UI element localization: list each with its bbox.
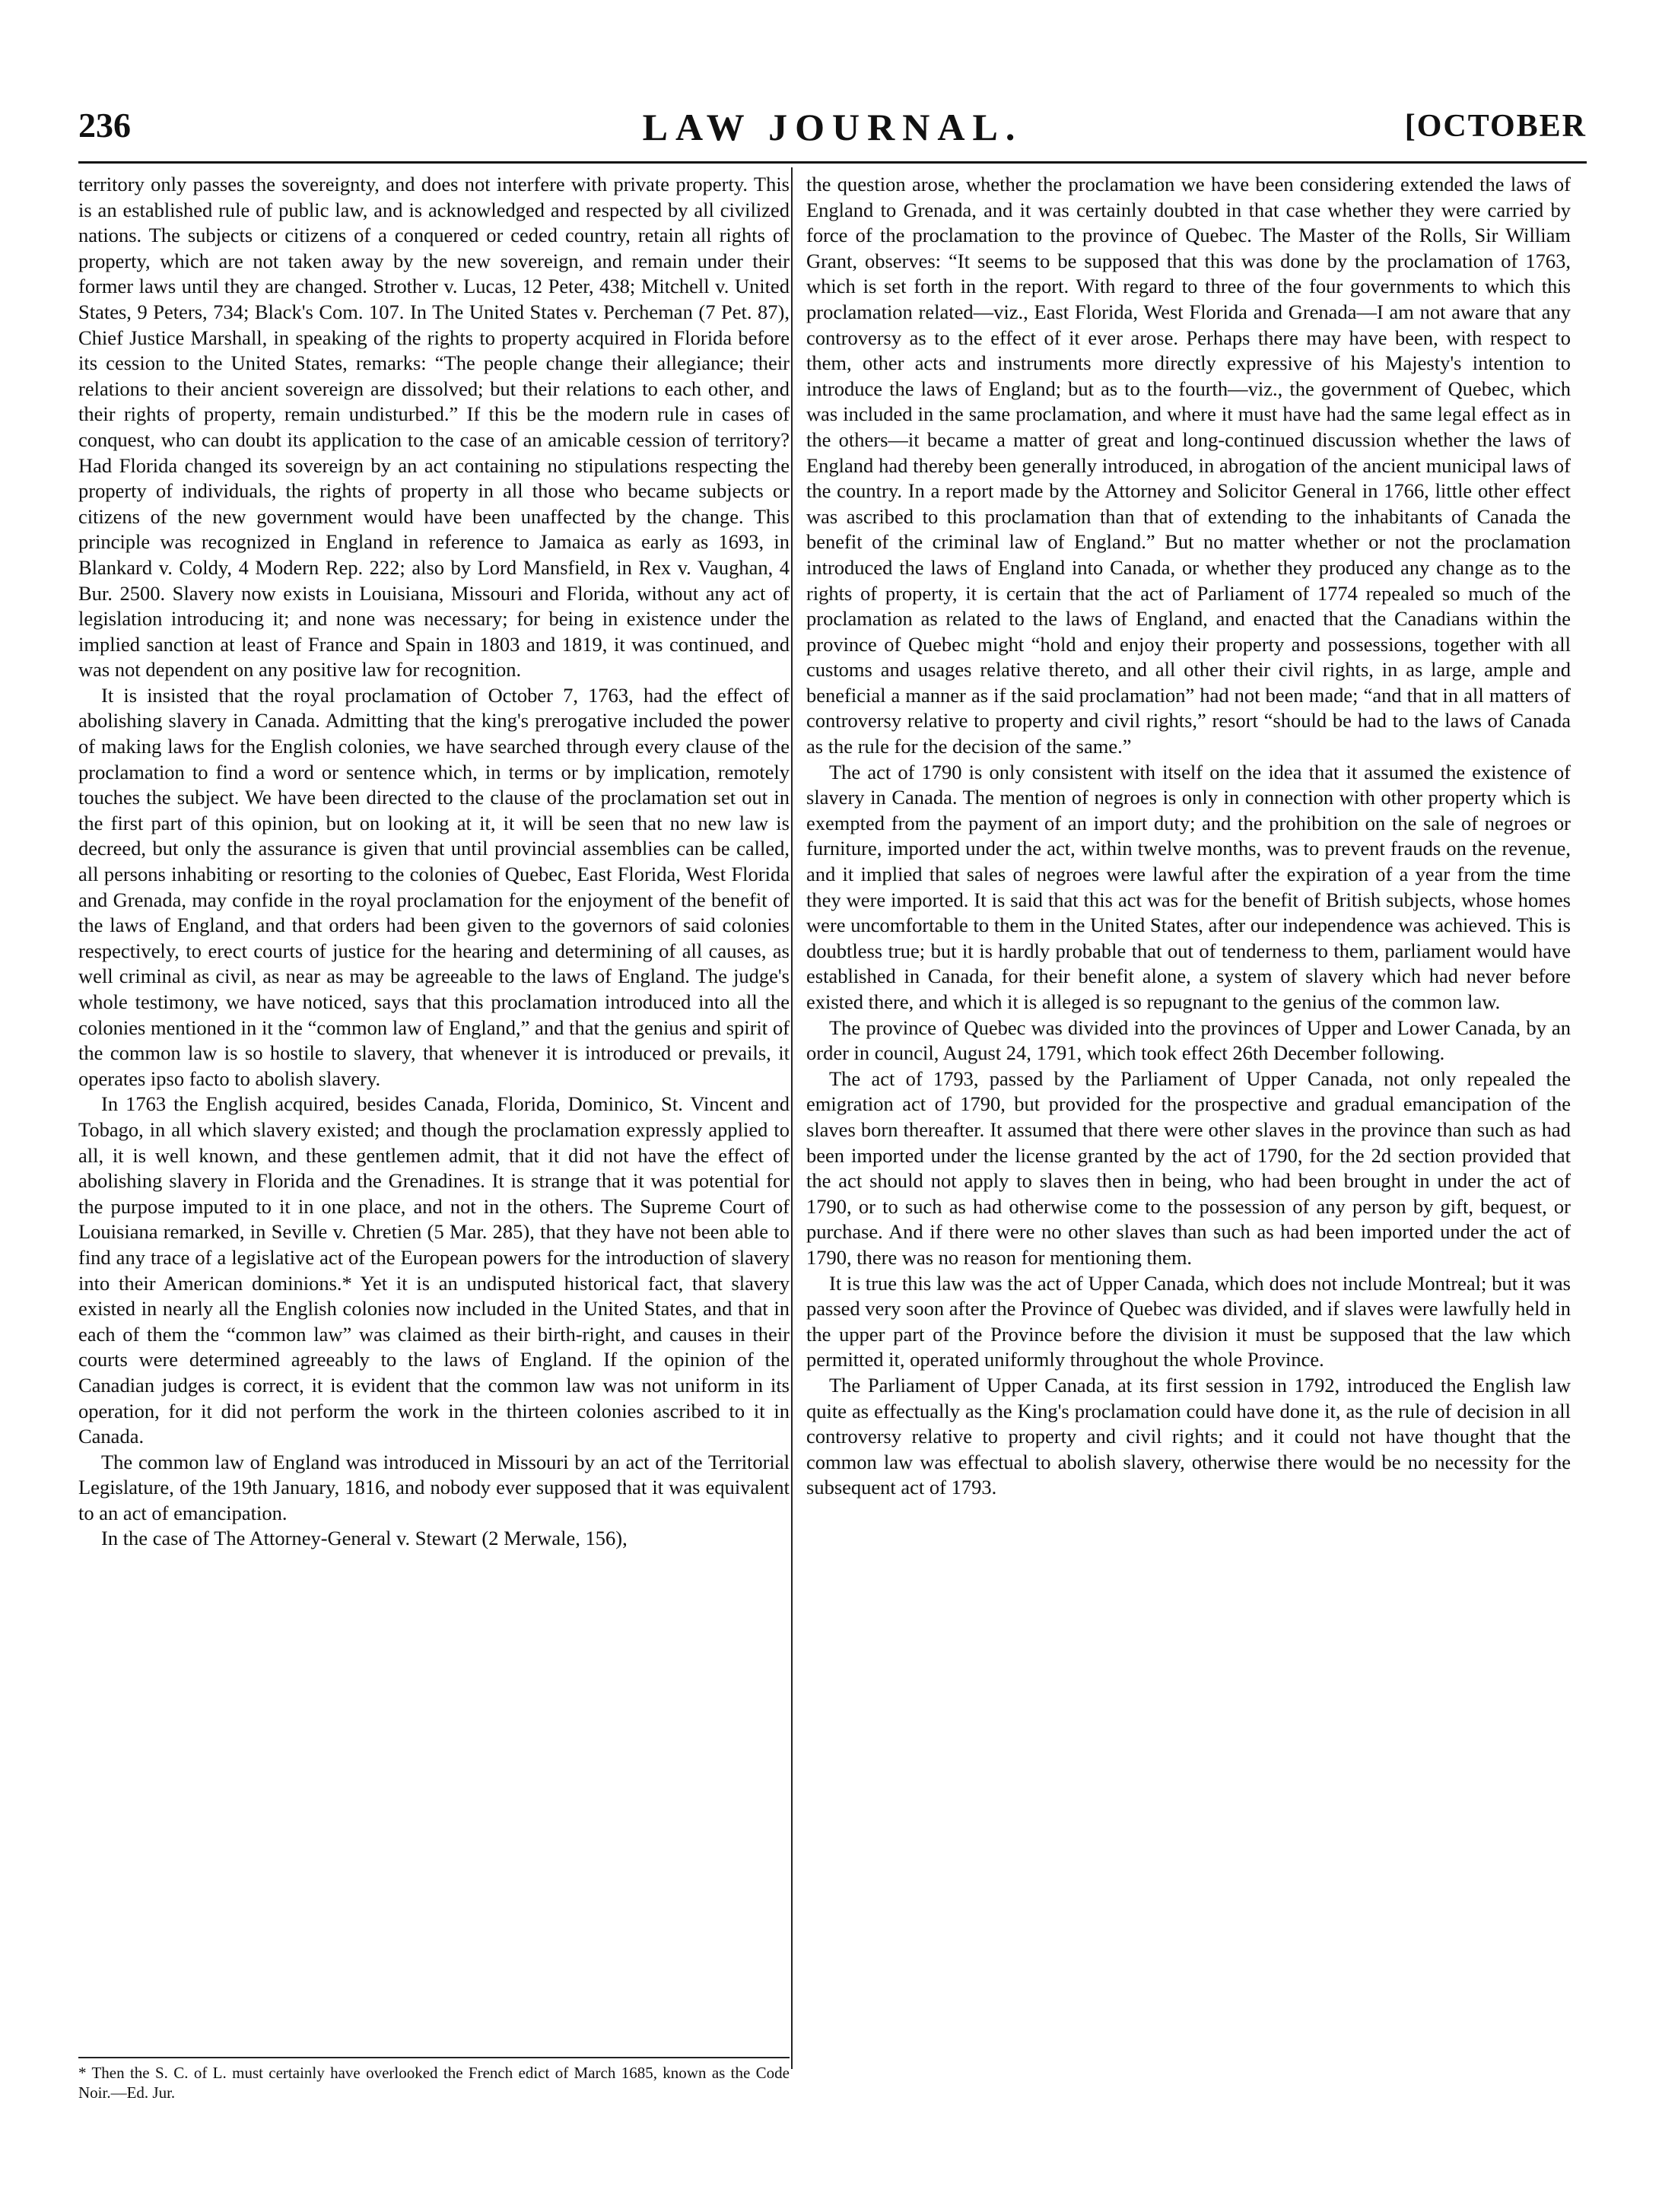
journal-title: LAW JOURNAL.: [642, 106, 1023, 148]
header-rule: [78, 161, 1587, 164]
page-header: [78, 105, 1587, 151]
paragraph: In 1763 the English acquired, besides Canada, Florida, Dominico, St. Vincent and Tobago, in all which slavery existed; and though the proclamation expressly applied to all, it is well known, and these gentlemen admit, that it did not have the effect of abolishing slavery in Florida and the Grenadines. It is strange that it was potential for the purpose imputed to it in one place, and not in the others. The Supreme Court of Louisiana remarked, in Seville v. Chretien (5 Mar. 285), that they have not been able to find any trace of a legislative act of the European powers for the introduction of slavery into their American dominions.* Yet it is an undisputed historical fact, that slavery existed in nearly all the English colonies now included in the United States, and that in each of them the “common law” was claimed as their birth-right, and causes in their courts were determined agreeably to the laws of England. If the opinion of the Canadian judges is correct, it is evident that the common law was not uniform in its operation, for it did not perform the work in the thirteen colonies ascribed to it in Canada.: [78, 1092, 790, 1448]
paragraph: It is true this law was the act of Upper Canada, which does not include Montreal; but it was passed very soon after the Province of Quebec was divided, and if slaves were lawfully held in the upper part of the Province before the division it must be supposed that the law which permitted it, operated uniformly throughout the whole Province.: [806, 1271, 1571, 1371]
page-number: 236: [78, 106, 131, 145]
paragraph: the question arose, whether the proclamation we have been considering extended the laws of England to Grenada, and it was certainly doubted in that case whether they were carried by force of the proclamation to the province of Quebec. The Master of the Rolls, Sir William Grant, observes: “It seems to be supposed that this was done by the proclamation of 1763, which is set forth in the report. With regard to three of the four governments to which this proclamation related—viz., East Florida, West Florida and Grenada—I am not aware that any controversy as to the effect of it ever arose. Perhaps there may have been, with respect to them, other acts and instruments more directly expressive of his Majesty's intention to introduce the laws of England; but as to the fourth—viz., the government of Quebec, which was included in the same proclamation, and where it must have had the same legal effect as in the others—it became a matter of great and long-continued discussion whether the laws of England had thereby been generally introduced, in abrogation of the ancient municipal laws of the country. In a report made by the Attorney and Solicitor General in 1766, little other effect was ascribed to this proclamation than that of extending to the inhabitants of Canada the benefit of the criminal law of England.” But no matter whether or not the proclamation introduced the laws of England into Canada, or whether they produced any change as to the rights of property, it is certain that the act of Parliament of 1774 repealed so much of the proclamation as related to the laws of England, and enacted that the Canadians within the province of Quebec might “hold and enjoy their property and possessions, together with all customs and usages relative thereto, and all other their civil rights, in as large, ample and beneficial a manner as if the said proclamation” had not been made; “and that in all matters of controversy relative to property and civil rights,” resort “should be had to the laws of Canada as the rule for the decision of the same.”: [806, 173, 1571, 758]
footnote-rule: [78, 2057, 790, 2058]
right-column: [806, 172, 1571, 1501]
paragraph: The act of 1790 is only consistent with itself on the idea that it assumed the existence of slavery in Canada. The mention of negroes is only in connection with other property which is exempted from the payment of an import duty; and the prohibition on the sale of negroes or furniture, imported under the act, within twelve months, was to prevent frauds on the revenue, and it implied that sales of negroes were lawful after the expiration of a year from the time they were imported. It is said that this act was for the benefit of British subjects, whose homes were uncomfortable to them in the United States, after our independence was achieved. This is doubtless true; but it is hardly probable that out of tenderness to them, parliament would have established in Canada, for their benefit alone, a system of slavery which had never before existed there, and which it is alleged is so repugnant to the genius of the common law.: [806, 760, 1571, 1013]
footnote: * Then the S. C. of L. must certainly have overlooked the French edict of March 1685, known as the Code Noir.—Ed. Jur.: [78, 2064, 790, 2102]
paragraph: territory only passes the sovereignty, and does not interfere with private property. This is an established rule of public law, and is acknowledged and respected by all civilized nations. The subjects or citizens of a conquered or ceded country, retain all rights of property, which are not taken away by the new sovereign, and remain under their former laws until they are changed. Strother v. Lucas, 12 Peter, 438; Mitchell v. United States, 9 Peters, 734; Black's Com. 107. In The United States v. Percheman (7 Pet. 87), Chief Justice Marshall, in speaking of the rights to property acquired in Florida before its cession to the United States, remarks: “The people change their allegiance; their relations to their ancient sovereign are dissolved; but their relations to each other, and their rights of property, remain undisturbed.” If this be the modern rule in cases of conquest, who can doubt its application to the case of an amicable cession of territory? Had Florida changed its sovereign by an act containing no stipulations respecting the property of individuals, the rights of property in all those who became subjects or citizens of the new government would have been unaffected by the change. This principle was recognized in England in reference to Jamaica as early as 1693, in Blankard v. Coldy, 4 Modern Rep. 222; also by Lord Mansfield, in Rex v. Vaughan, 4 Bur. 2500. Slavery now exists in Louisiana, Missouri and Florida, without any act of legislation introducing it; and none was necessary; for being in existence under the implied sanction at least of France and Spain in 1803 and 1819, it was continued, and was not dependent on any positive law for recognition.: [78, 173, 790, 682]
paragraph: The common law of England was introduced in Missouri by an act of the Territorial Legislature, of the 19th January, 1816, and nobody ever supposed that it was equivalent to an act of emancipation.: [78, 1450, 790, 1524]
column-divider: [791, 167, 793, 2069]
paragraph: In the case of The Attorney-General v. Stewart (2 Merwale, 156),: [101, 1527, 628, 1550]
paragraph: The Parliament of Upper Canada, at its first session in 1792, introduced the English law quite as effectually as the King's proclamation could have done it, as the rule of decision in all controversy relative to property and civil rights; and it could not have thought that the common law was effectual to abolish slavery, otherwise there would be no necessity for the subsequent act of 1793.: [806, 1373, 1571, 1499]
paragraph: The province of Quebec was divided into the provinces of Upper and Lower Canada, by an order in council, August 24, 1791, which took effect 26th December following.: [806, 1015, 1571, 1065]
issue-month: [OCTOBER: [1404, 109, 1587, 144]
left-column: [78, 172, 790, 1552]
paragraph: It is insisted that the royal proclamation of October 7, 1763, had the effect of abolishing slavery in Canada. Admitting that the king's prerogative included the power of making laws for the English colonies, we have searched through every clause of the proclamation to find a word or sentence which, in terms or by implication, remotely touches the subject. We have been directed to the clause of the proclamation set out in the first part of this opinion, but on looking at it, it will be seen that no new law is decreed, but only the assurance is given that until provincial assemblies can be called, all persons inhabiting or resorting to the colonies of Quebec, East Florida, West Florida and Grenada, may confide in the royal proclamation for the enjoyment of the benefit of the laws of England, and that orders had been given to the governors of said colonies respectively, to erect courts of justice for the hearing and determining of all causes, as well criminal as civil, as near as may be agreeable to the laws of England. The judge's whole testimony, we have noticed, says that this proclamation introduced into all the colonies mentioned in it the “common law of England,” and that the genius and spirit of the common law is so hostile to slavery, that whenever it is introduced or prevails, it operates ipso facto to abolish slavery.: [78, 683, 790, 1090]
paragraph: The act of 1793, passed by the Parliament of Upper Canada, not only repealed the emigration act of 1790, but provided for the prospective and gradual emancipation of the slaves born thereafter. It assumed that there were other slaves in the province than such as had been imported under the license granted by the act of 1790, for the 2d section provided that the act should not apply to slaves then in being, who had been brought in under the act of 1790, or to such as had otherwise come to the possession of any person by gift, bequest, or purchase. And if there were no other slaves than such as had been imported under the act of 1790, there was no reason for mentioning them.: [806, 1066, 1571, 1269]
